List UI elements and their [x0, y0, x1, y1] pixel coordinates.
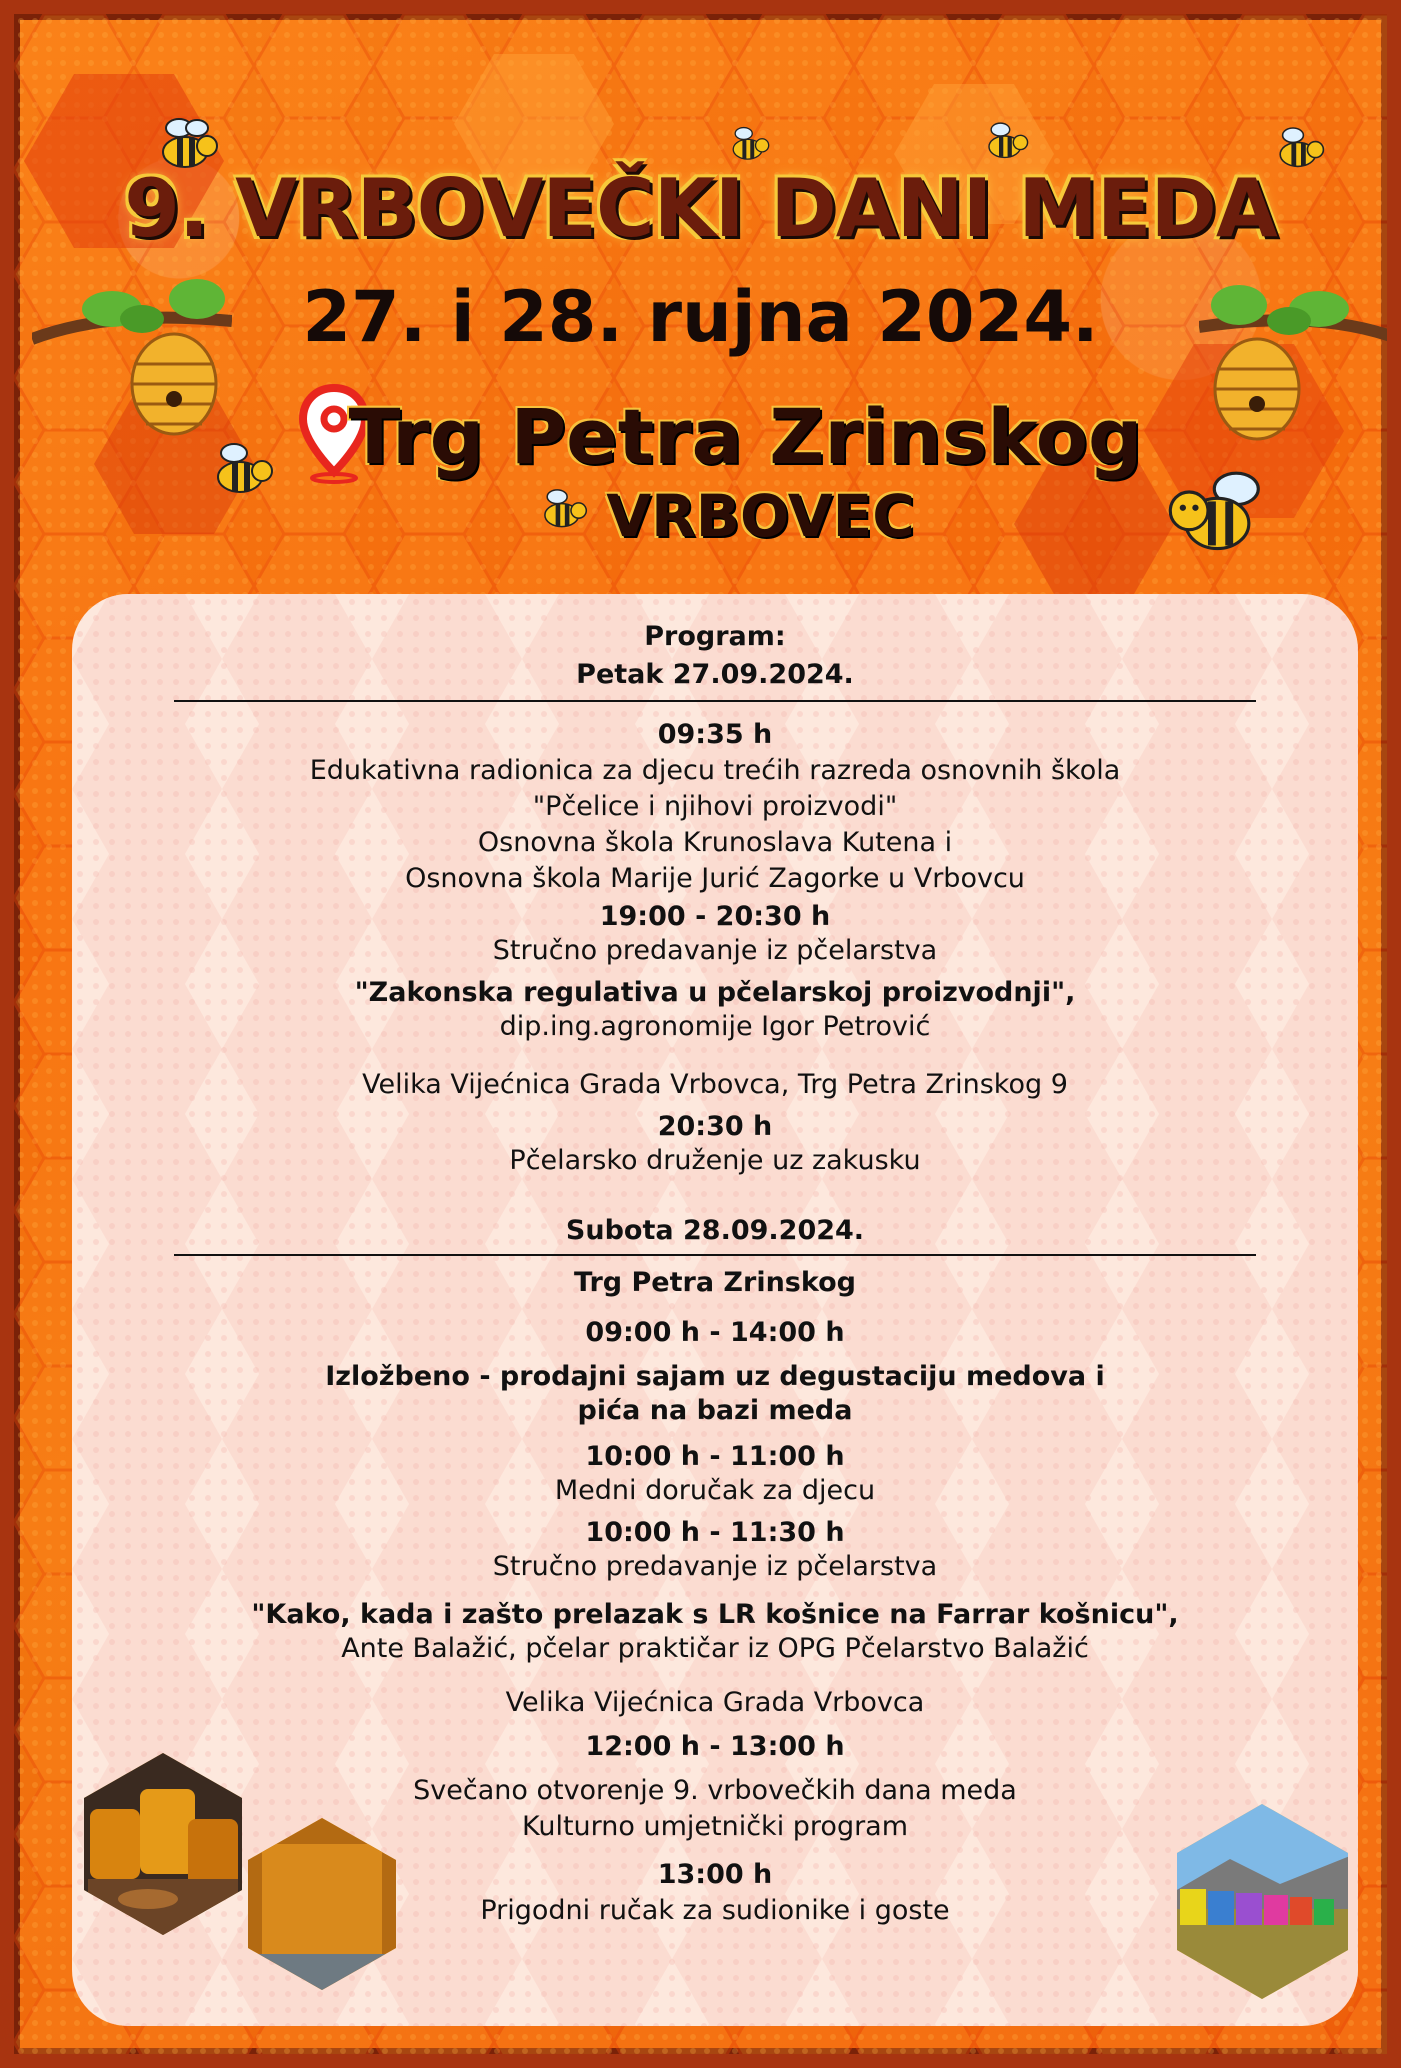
friday-time: 09:35 h [657, 719, 773, 750]
saturday-item: Trg Petra Zrinskog [574, 1267, 856, 1298]
friday-item: "Zakonska regulativa u pčelarskoj proizvodnji", [354, 977, 1076, 1008]
friday-item: Velika Vijećnica Grada Vrbovca, Trg Petra Zrinskog 9 [362, 1069, 1068, 1100]
program-panel [72, 594, 1358, 2026]
divider [174, 700, 1256, 702]
saturday-time: 10:00 h - 11:30 h [585, 1517, 845, 1548]
bee-icon [724, 124, 770, 164]
saturday-time: 13:00 h [657, 1859, 773, 1890]
saturday-time: 12:00 h - 13:00 h [585, 1731, 845, 1762]
saturday-item: pića na bazi meda [577, 1395, 853, 1426]
saturday-item: Ante Balažić, pčelar praktičar iz OPG Pčelarstvo Balažić [341, 1633, 1089, 1664]
divider [174, 1254, 1256, 1256]
saturday-item: Velika Vijećnica Grada Vrbovca [505, 1687, 925, 1718]
event-city: VRBOVEC [606, 482, 915, 550]
friday-item: "Pčelice i njihovi proizvodi" [532, 791, 898, 822]
saturday-item: Stručno predavanje iz pčelarstva [492, 1551, 938, 1582]
friday-item: Pčelarsko druženje uz zakusku [509, 1145, 921, 1176]
beehives-field-photo [1170, 1799, 1355, 2004]
saturday-item: Kulturno umjetnički program [521, 1811, 909, 1842]
friday-time: 19:00 - 20:30 h [599, 901, 831, 932]
saturday-item: Svečano otvorenje 9. vrbovečkih dana meda [413, 1775, 1017, 1806]
event-title: 9. VRBOVEČKI DANI MEDA [124, 162, 1277, 255]
program-heading: Program: [644, 621, 786, 652]
honeycomb-photo [242, 1814, 402, 1994]
saturday-item: Medni doručak za djecu [554, 1475, 876, 1506]
saturday-date: Subota 28.09.2024. [565, 1215, 865, 1246]
event-location: Trg Petra Zrinskog [348, 392, 1143, 481]
saturday-time: 10:00 h - 11:00 h [585, 1441, 845, 1472]
saturday-time: 09:00 h - 14:00 h [585, 1317, 845, 1348]
honey-jars-photo [78, 1749, 248, 1939]
header [14, 14, 1387, 574]
friday-date: Petak 27.09.2024. [576, 659, 854, 690]
saturday-item: "Kako, kada i zašto prelazak s LR košnice na Farrar košnicu", [251, 1599, 1179, 1630]
friday-item: Osnovna škola Marije Jurić Zagorke u Vrbovcu [405, 863, 1025, 894]
event-date: 27. i 28. rujna 2024. [302, 276, 1099, 358]
bee-icon [979, 119, 1029, 163]
saturday-item: Prigodni ručak za sudionike i goste [480, 1895, 950, 1926]
friday-item: Stručno predavanje iz pčelarstva [492, 935, 938, 966]
friday-time: 20:30 h [657, 1111, 773, 1142]
saturday-item: Izložbeno - prodajni sajam uz degustaciju medova i [325, 1361, 1105, 1392]
friday-item: Osnovna škola Krunoslava Kutena i [477, 827, 953, 858]
friday-item: Edukativna radionica za djecu trećih razreda osnovnih škola [309, 755, 1121, 786]
friday-item: dip.ing.agronomije Igor Petrović [499, 1011, 931, 1042]
